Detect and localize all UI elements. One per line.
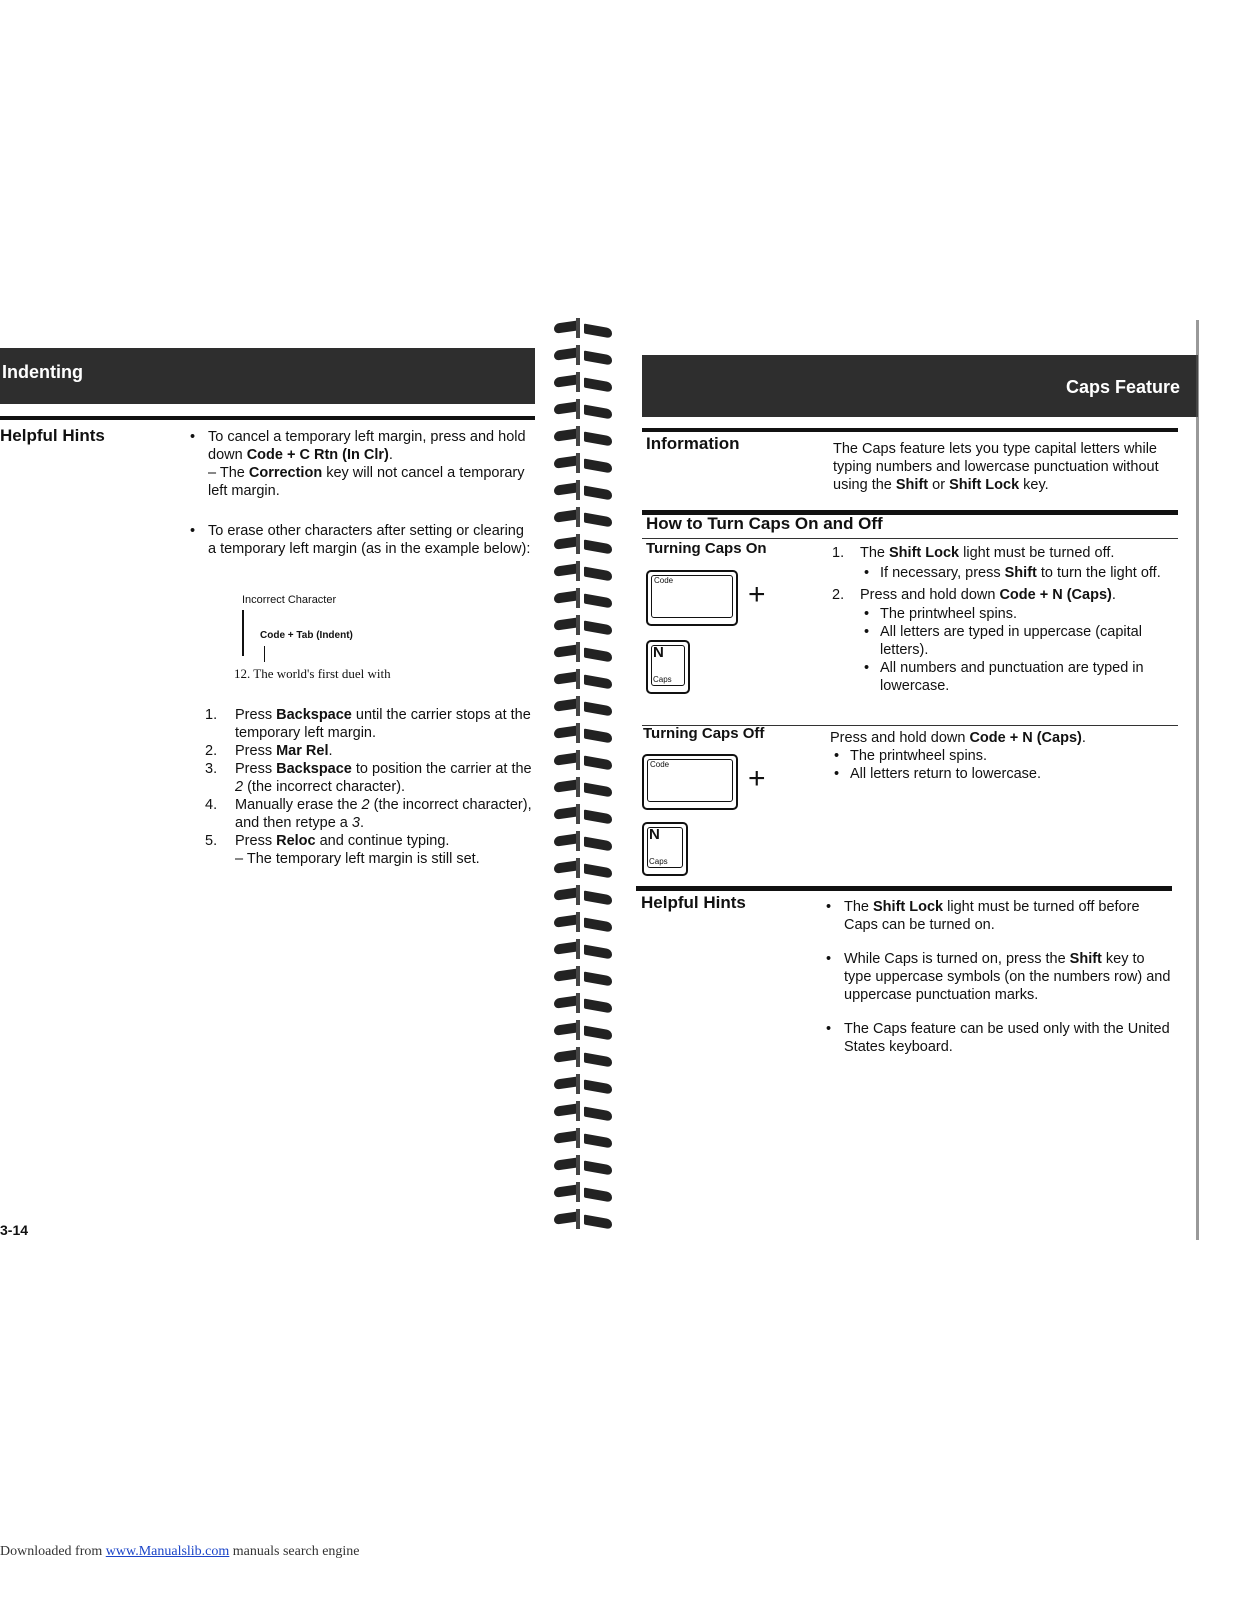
spiral-coil bbox=[554, 750, 614, 770]
spiral-coil bbox=[554, 1020, 614, 1040]
example-line bbox=[242, 610, 244, 656]
right-hint-2: • While Caps is turned on, press the Shift key to type uppercase symbols (on the numbers row) and uppercase punctuation marks. bbox=[822, 950, 1172, 1004]
step-5: 5. Press Reloc and continue typing. – The temporary left margin is still set. bbox=[205, 832, 535, 868]
indenting-banner bbox=[0, 348, 535, 404]
spiral-binding bbox=[548, 318, 628, 1238]
spiral-coil bbox=[554, 912, 614, 932]
spiral-coil bbox=[554, 939, 614, 959]
spiral-coil bbox=[554, 480, 614, 500]
step-4: 4. Manually erase the 2 (the incorrect character), and then retype a 3. bbox=[205, 797, 532, 831]
caps-on-step-2-sub-1: • The printwheel spins. bbox=[860, 605, 1172, 623]
spiral-coil bbox=[554, 453, 614, 473]
right-hints-rule bbox=[636, 886, 1172, 891]
spiral-coil bbox=[554, 507, 614, 527]
spiral-coil bbox=[554, 804, 614, 824]
caps-on-step-2-sub-3: • All numbers and punctuation are typed in lowercase. bbox=[860, 659, 1172, 695]
right-hint-1: • The Shift Lock light must be turned off before Caps can be turned on. bbox=[822, 898, 1172, 934]
spiral-coil bbox=[554, 1182, 614, 1202]
step-3: 3. Press Backspace to position the carrier at the 2 (the incorrect character). bbox=[205, 761, 532, 795]
spiral-coil bbox=[554, 669, 614, 689]
left-steps bbox=[205, 706, 535, 868]
page-edge bbox=[1196, 320, 1199, 1240]
right-hints-title: Helpful Hints bbox=[641, 893, 746, 912]
step-1: 1. Press Backspace until the carrier stops at the temporary left margin. bbox=[205, 707, 531, 741]
spiral-coil bbox=[554, 1074, 614, 1094]
spiral-coil bbox=[554, 696, 614, 716]
left-rule bbox=[0, 416, 535, 420]
caps-on-steps bbox=[832, 544, 1172, 695]
caps-off-sub-1: • The printwheel spins. bbox=[830, 747, 1170, 765]
spiral-coil bbox=[554, 885, 614, 905]
caps-off-sub-2: • All letters return to lowercase. bbox=[830, 765, 1170, 783]
spiral-coil bbox=[554, 831, 614, 851]
download-footer: Downloaded from www.Manualslib.com manuals search engine bbox=[0, 1544, 360, 1559]
turning-caps-off-title: Turning Caps Off bbox=[643, 725, 765, 742]
example-keys: Code + Tab (Indent) bbox=[260, 630, 353, 641]
spiral-coil bbox=[554, 1047, 614, 1067]
caps-on-step-2-sub-2: • All letters are typed in uppercase (capital letters). bbox=[860, 623, 1172, 659]
code-key-icon: Code bbox=[646, 570, 738, 626]
spiral-coil bbox=[554, 858, 614, 878]
spiral-coil bbox=[554, 615, 614, 635]
left-hints-title: Helpful Hints bbox=[0, 426, 105, 445]
plus-icon-off: + bbox=[748, 762, 766, 795]
spiral-coil bbox=[554, 534, 614, 554]
caps-feature-banner bbox=[642, 355, 1198, 417]
howto-title: How to Turn Caps On and Off bbox=[646, 514, 883, 533]
caps-on-step-1: 1. The Shift Lock light must be turned off. • If necessary, press Shift to turn the light off. bbox=[832, 544, 1172, 582]
spiral-coil bbox=[554, 588, 614, 608]
spiral-coil bbox=[554, 318, 614, 338]
spiral-coil bbox=[554, 723, 614, 743]
spiral-coil bbox=[554, 426, 614, 446]
information-text: The Caps feature lets you type capital letters while typing numbers and lowercase punctuation without using the Shift or Shift Lock key. bbox=[833, 441, 1159, 493]
caps-feature-title: Caps Feature bbox=[1065, 377, 1180, 397]
spiral-coil bbox=[554, 345, 614, 365]
manualslib-link[interactable]: www.Manualslib.com bbox=[105, 1544, 230, 1559]
caps-on-step-2: 2. Press and hold down Code + N (Caps). • The printwheel spins. • All letters are typed in uppercase (capital letters). • All numbers and punctuation are typed in lowercase. bbox=[832, 586, 1172, 695]
example-illustration bbox=[230, 590, 530, 690]
caps-on-step-1-sub: • If necessary, press Shift to turn the light off. bbox=[860, 564, 1172, 582]
n-caps-key-icon: N Caps bbox=[646, 640, 690, 694]
example-text: 12. The world's first duel with bbox=[234, 666, 391, 681]
spiral-coil bbox=[554, 561, 614, 581]
howto-underline bbox=[642, 538, 1178, 539]
example-label: Incorrect Character bbox=[242, 594, 337, 606]
example-pointer bbox=[264, 646, 265, 662]
spiral-coil bbox=[554, 1209, 614, 1229]
plus-icon: + bbox=[748, 578, 766, 611]
spiral-coil bbox=[554, 777, 614, 797]
hint-cancel-margin: • To cancel a temporary left margin, press and hold down Code + C Rtn (In Clr). – The Correction key will not cancel a temporary left margin. bbox=[186, 428, 531, 500]
spiral-coil bbox=[554, 642, 614, 662]
step-5-sub: – The temporary left margin is still set. bbox=[235, 851, 480, 867]
code-key-icon-off: Code bbox=[642, 754, 738, 810]
information-title: Information bbox=[646, 434, 740, 453]
spiral-coil bbox=[554, 372, 614, 392]
caps-off-text: Press and hold down Code + N (Caps). • The printwheel spins. • All letters return to lowercase. bbox=[830, 729, 1170, 783]
spiral-coil bbox=[554, 1128, 614, 1148]
hint-erase-characters: • To erase other characters after setting or clearing a temporary left margin (as in the example below): bbox=[186, 522, 531, 558]
right-hint-3: • The Caps feature can be used only with the United States keyboard. bbox=[822, 1020, 1172, 1056]
right-hints-bullets bbox=[822, 898, 1172, 1072]
spiral-coil bbox=[554, 1101, 614, 1121]
spiral-coil bbox=[554, 966, 614, 986]
page-number: 3-14 bbox=[0, 1222, 29, 1238]
spiral-coil bbox=[554, 993, 614, 1013]
spiral-coil bbox=[554, 1155, 614, 1175]
turning-caps-on-title: Turning Caps On bbox=[646, 540, 767, 557]
spiral-coil bbox=[554, 399, 614, 419]
left-hints-bullets bbox=[186, 428, 531, 574]
n-caps-key-icon-off: N Caps bbox=[642, 822, 688, 876]
step-2: 2. Press Mar Rel. bbox=[205, 743, 333, 759]
info-rule bbox=[642, 428, 1178, 432]
indenting-title: Indenting bbox=[2, 362, 83, 382]
